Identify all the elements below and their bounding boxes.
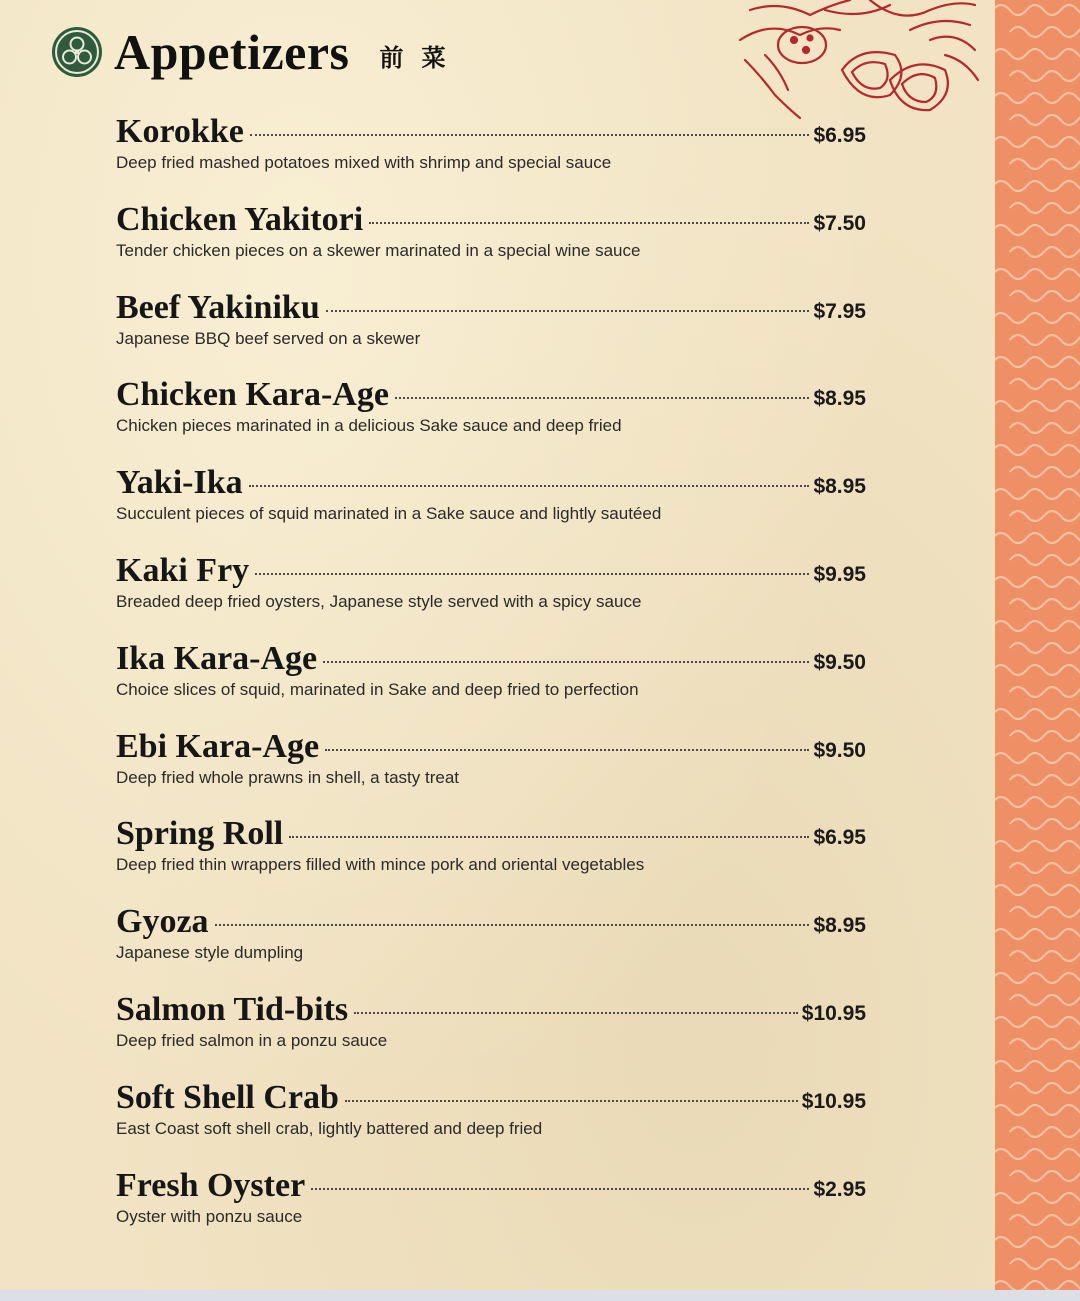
item-description: Japanese style dumpling <box>116 943 304 963</box>
menu-item <box>116 551 866 639</box>
crest-icon <box>52 27 102 77</box>
item-name: Korokke <box>116 113 244 150</box>
dot-leader <box>325 749 809 751</box>
dot-leader <box>323 661 809 663</box>
dot-leader <box>249 485 810 487</box>
item-price: $7.50 <box>813 211 866 235</box>
menu-item <box>116 902 866 990</box>
dot-leader <box>326 310 810 312</box>
item-price: $2.95 <box>813 1177 866 1201</box>
menu-item <box>116 463 866 551</box>
item-price: $7.95 <box>813 299 866 323</box>
menu-item <box>116 200 866 288</box>
dot-leader <box>289 836 809 838</box>
item-description: Breaded deep fried oysters, Japanese style served with a spicy sauce <box>116 591 642 611</box>
item-name: Chicken Yakitori <box>116 200 364 238</box>
wave-pattern-icon <box>995 0 1080 1301</box>
wave-pattern-band <box>995 0 1080 1301</box>
item-name: Gyoza <box>116 903 209 941</box>
item-description: Japanese BBQ beef served on a skewer <box>116 328 421 348</box>
item-price: $10.95 <box>801 1089 866 1113</box>
item-description: Chicken pieces marinated in a delicious Sake sauce and deep fried <box>116 416 622 436</box>
item-name: Fresh Oyster <box>116 1166 306 1204</box>
menu-item <box>116 112 866 200</box>
dot-leader <box>255 573 809 575</box>
item-price: $8.95 <box>813 914 866 938</box>
item-price: $6.95 <box>813 826 866 850</box>
menu-item <box>116 288 866 376</box>
item-name: Ebi Kara-Age <box>116 727 320 765</box>
page-title: Appetizers <box>114 24 350 80</box>
seafood-illustration-icon <box>730 0 990 125</box>
item-name: Spring Roll <box>116 815 284 853</box>
dot-leader <box>369 222 809 224</box>
item-description: Deep fried thin wrappers filled with mince pork and oriental vegetables <box>116 855 645 875</box>
item-description: Oyster with ponzu sauce <box>116 1206 303 1226</box>
dot-leader <box>311 1188 809 1190</box>
item-description: Succulent pieces of squid marinated in a Sake sauce and lightly sautéed <box>116 504 662 524</box>
item-price: $8.95 <box>813 475 866 499</box>
item-price: $6.95 <box>813 124 866 147</box>
item-name: Chicken Kara-Age <box>116 376 389 414</box>
menu-item <box>116 990 866 1078</box>
item-name: Ika Kara-Age <box>116 639 318 677</box>
dot-leader <box>250 134 810 136</box>
dot-leader <box>345 1100 798 1102</box>
item-price: $10.95 <box>801 1001 866 1025</box>
bottom-strip <box>0 1290 1080 1301</box>
menu-item <box>116 375 866 463</box>
item-price: $9.50 <box>813 738 866 762</box>
item-description: Deep fried salmon in a ponzu sauce <box>116 1030 388 1050</box>
menu-item <box>116 1078 866 1166</box>
page-subtitle-japanese: 前 菜 <box>379 45 452 72</box>
dot-leader <box>215 924 810 926</box>
item-name: Salmon Tid-bits <box>116 990 349 1028</box>
menu-item <box>116 639 866 727</box>
appetizer-list <box>116 112 866 1253</box>
item-price: $8.95 <box>813 387 866 411</box>
item-description: Tender chicken pieces on a skewer marinated in a special wine sauce <box>116 240 641 260</box>
item-price: $9.50 <box>813 650 866 674</box>
menu-item <box>116 814 866 902</box>
item-description: Deep fried mashed potatoes mixed with shrimp and special sauce <box>116 153 612 172</box>
dot-leader <box>395 397 810 399</box>
dot-leader <box>354 1012 798 1014</box>
item-description: East Coast soft shell crab, lightly battered and deep fried <box>116 1118 543 1138</box>
item-name: Yaki-Ika <box>116 464 243 502</box>
item-price: $9.95 <box>813 562 866 586</box>
item-name: Kaki Fry <box>116 551 250 589</box>
item-name: Soft Shell Crab <box>116 1078 339 1116</box>
item-description: Choice slices of squid, marinated in Sake and deep fried to perfection <box>116 679 639 699</box>
menu-header <box>52 22 452 82</box>
menu-item <box>116 1166 866 1254</box>
item-description: Deep fried whole prawns in shell, a tasty treat <box>116 767 460 787</box>
menu-item <box>116 727 866 815</box>
item-name: Beef Yakiniku <box>116 288 320 326</box>
